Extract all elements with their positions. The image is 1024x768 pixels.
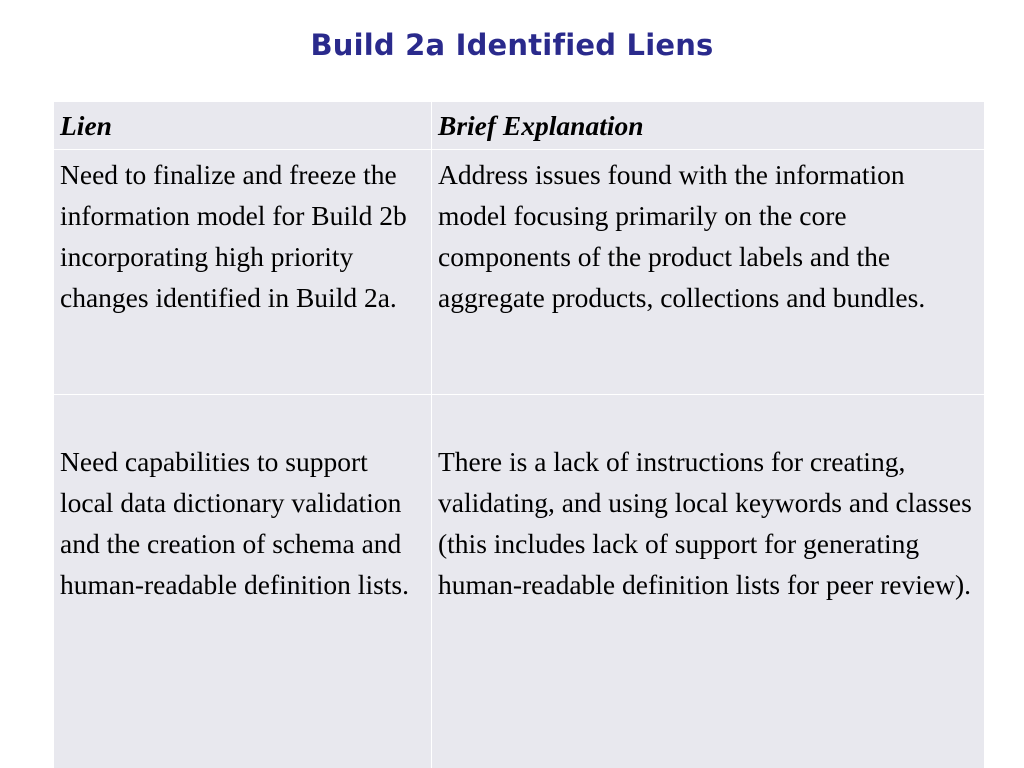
explanation-cell: There is a lack of instructions for creating, validating, and using local keywords and classes (this includes lack of support for generating human-readable definition lists for peer review). xyxy=(432,395,985,768)
table-row xyxy=(54,150,985,395)
lien-cell: Need to finalize and freeze the information model for Build 2b incorporating high priority changes identified in Build 2a. xyxy=(54,150,432,395)
slide-title: Build 2a Identified Liens xyxy=(310,28,714,62)
explanation-cell: Address issues found with the information model focusing primarily on the core components of the product labels and the aggregate products, collections and bundles. xyxy=(432,150,985,395)
lien-cell: Need capabilities to support local data dictionary validation and the creation of schema and human-readable definition lists. xyxy=(54,395,432,768)
header-lien: Lien xyxy=(54,102,432,150)
table-header-row xyxy=(54,102,985,150)
liens-table xyxy=(53,101,985,768)
table-row xyxy=(54,395,985,768)
header-brief-explanation: Brief Explanation xyxy=(432,102,985,150)
